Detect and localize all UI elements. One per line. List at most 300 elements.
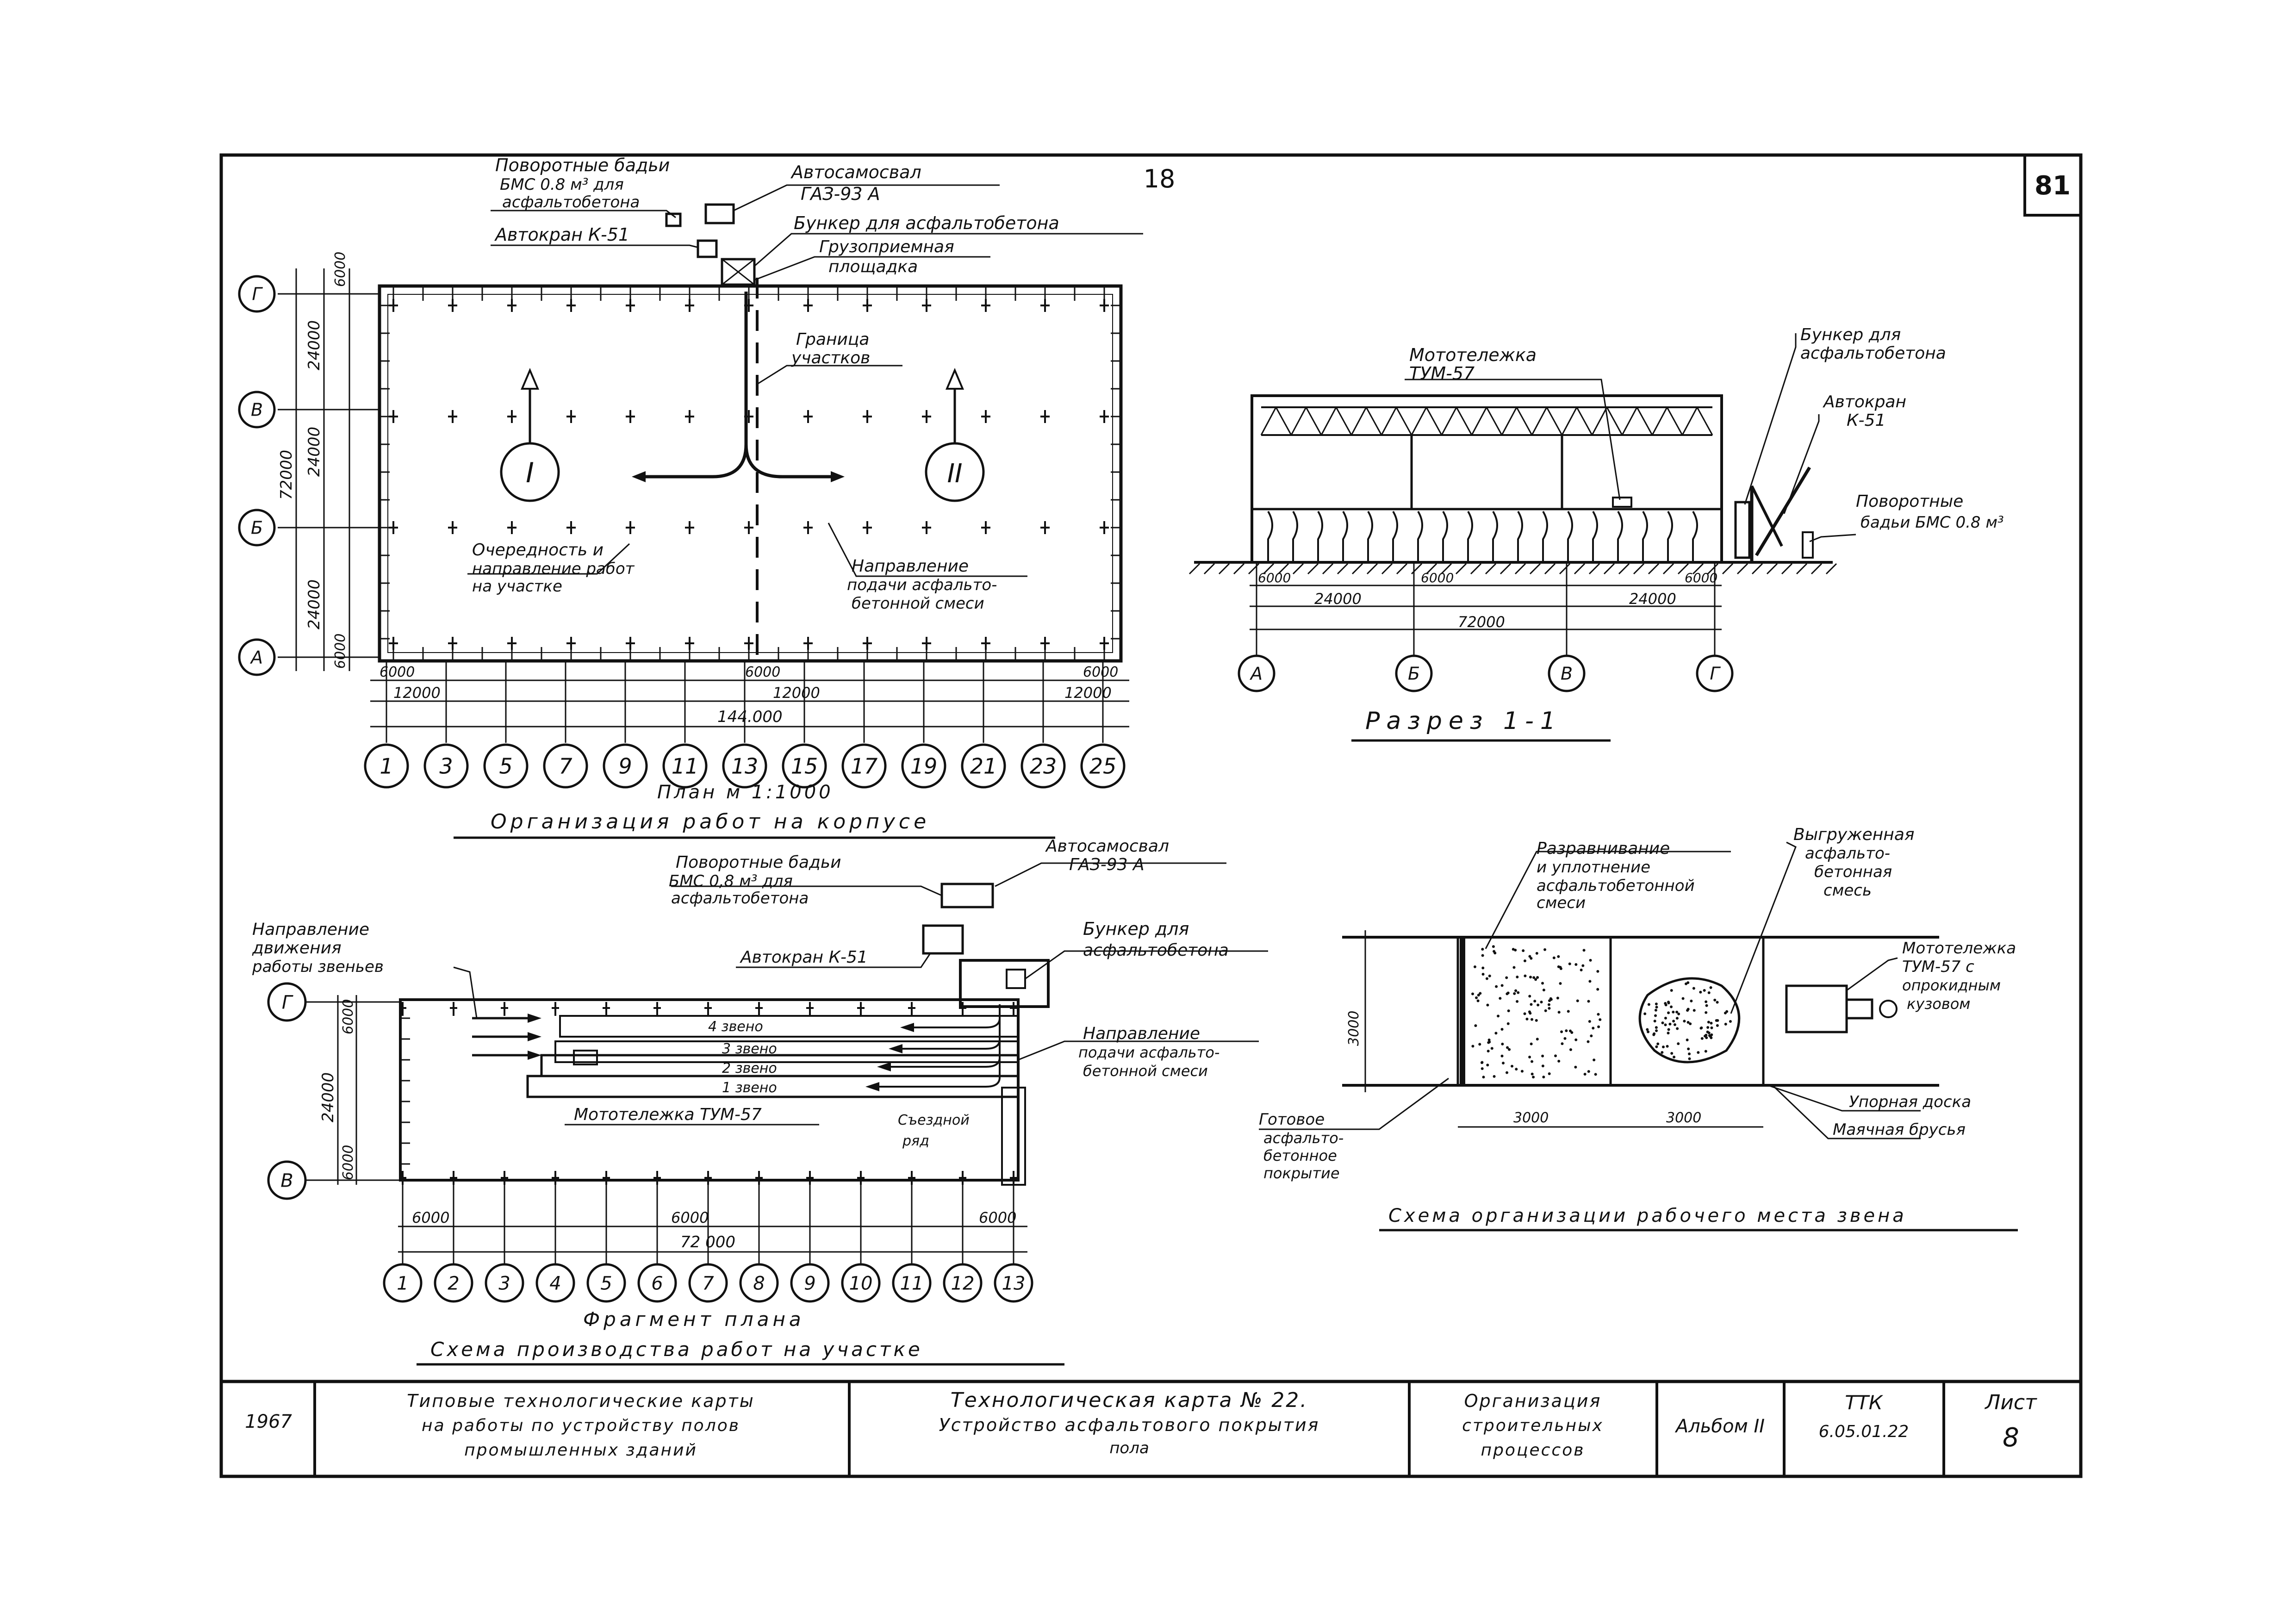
plan-row-axis-2-label: Б — [250, 517, 263, 538]
leader-section-cart — [1405, 380, 1620, 500]
plan-col-axis-5-label: 11 — [671, 753, 699, 779]
workplace-ready-line-4: покрытие — [1263, 1164, 1340, 1182]
title-album: Альбом II — [1675, 1416, 1765, 1437]
plan-col-axis-4-label: 9 — [618, 753, 632, 779]
motocart-icon — [1786, 986, 1847, 1032]
leveling-dot — [1474, 1024, 1477, 1027]
workplace-view — [1259, 825, 2018, 1230]
unload-dot — [1715, 1019, 1718, 1022]
section-post — [1293, 511, 1297, 561]
fragment-dim-total: 72 000 — [680, 1233, 735, 1251]
title-section-1: Организация — [1464, 1391, 1602, 1411]
section-post — [1568, 511, 1572, 561]
title-sheet-label: Лист — [1985, 1391, 2037, 1414]
unload-dot — [1666, 1045, 1669, 1048]
truss-diagonal — [1472, 407, 1487, 435]
ground-hatch-stroke — [1619, 564, 1629, 574]
leveling-dot — [1488, 1039, 1491, 1041]
leveling-dot — [1536, 952, 1538, 955]
leveling-dot — [1548, 1007, 1550, 1010]
leveling-dot — [1501, 984, 1504, 987]
plan-col-axis-2-label: 5 — [499, 753, 513, 779]
plan-caption-1: План м 1:1000 — [657, 782, 834, 803]
ground-hatch-stroke — [1560, 564, 1570, 574]
fragment-col-axis-11-label: 12 — [951, 1273, 975, 1294]
fragment-ramp-line-1: Съездной — [898, 1112, 970, 1128]
section-post — [1468, 511, 1472, 561]
plan-caption-2: Организация работ на корпусе — [491, 810, 930, 834]
fragment-dim-b-1: 6000 — [671, 1209, 709, 1226]
workplace-beacon-label: Маячная брусья — [1833, 1120, 1966, 1139]
leveling-dot — [1574, 1039, 1577, 1041]
leveling-dot — [1534, 978, 1537, 981]
truss-diagonal — [1622, 407, 1637, 435]
leveling-dot — [1477, 994, 1480, 996]
leveling-dot — [1592, 1027, 1594, 1029]
leveling-dot — [1482, 1076, 1485, 1078]
plan-dim-b2-2: 12000 — [1064, 684, 1112, 702]
ground-hatch-stroke — [1782, 564, 1792, 574]
leveling-dot — [1533, 1000, 1536, 1002]
leader-crane — [491, 245, 699, 248]
leveling-dot — [1531, 1060, 1533, 1063]
plan-col-axis-7-label: 15 — [790, 753, 818, 779]
truss-diagonal — [1412, 407, 1426, 435]
plan-dim-total: 144.000 — [717, 708, 783, 726]
leveling-dot — [1569, 1029, 1572, 1032]
unload-dot — [1652, 1033, 1655, 1036]
unload-dot — [1688, 1052, 1691, 1055]
section-dim-1-0: 6000 — [1258, 570, 1291, 585]
unload-dot — [1724, 1023, 1727, 1026]
fragment-rotary-line-1: Поворотные бадьи — [676, 853, 841, 872]
plan-col-axis-0-label: 1 — [380, 753, 393, 779]
unload-dot — [1713, 999, 1716, 1002]
unload-dot — [1662, 1045, 1665, 1048]
section-post — [1418, 511, 1422, 561]
workplace-caption: Схема организации рабочего места звена — [1388, 1205, 1907, 1226]
leveling-dot — [1528, 1056, 1531, 1058]
fragment-feed-line-3: бетонной смеси — [1083, 1062, 1208, 1080]
workplace-ready-line-2: асфальто- — [1263, 1129, 1344, 1147]
fragment-bunker-line-1: Бункер для — [1083, 919, 1189, 939]
unload-dot — [1654, 1020, 1656, 1022]
truss-diagonal — [1637, 407, 1652, 435]
leveling-dot — [1528, 955, 1531, 958]
link-1: 1 звено — [722, 1080, 777, 1096]
leveling-dot — [1481, 1061, 1483, 1064]
workplace-level-line-2: и уплотнение — [1537, 858, 1650, 877]
truss-diagonal — [1592, 407, 1607, 435]
leveling-dot — [1488, 975, 1491, 977]
section-post — [1593, 511, 1597, 561]
ground-hatch-stroke — [1471, 564, 1481, 574]
unload-dot — [1710, 1022, 1712, 1025]
workplace-cart-line-2: ТУМ-57 с — [1902, 958, 1974, 976]
leveling-dot — [1513, 992, 1516, 995]
feed-arrowhead — [865, 1082, 879, 1091]
leveling-dot — [1580, 969, 1583, 971]
leveling-dot — [1537, 1004, 1539, 1007]
leveling-dot — [1524, 1012, 1526, 1015]
workplace-cart-line-4: кузовом — [1907, 995, 1971, 1013]
leveling-dot — [1531, 1073, 1534, 1076]
workplace-board-label: Упорная доска — [1849, 1093, 1972, 1111]
leveling-dot — [1481, 966, 1484, 969]
leveling-dot — [1529, 976, 1532, 978]
ground-hatch-stroke — [1352, 564, 1363, 574]
feed-arrowhead-right — [831, 471, 845, 482]
plan-row-axis-1-label: В — [250, 399, 263, 420]
leveling-dot — [1487, 1050, 1490, 1052]
ground-hatch-stroke — [1530, 564, 1540, 574]
section-post — [1493, 511, 1497, 561]
plan-col-axis-1-label: 3 — [439, 753, 453, 779]
zone-2-label: II — [947, 459, 963, 489]
section-axis-0-label: А — [1251, 663, 1263, 684]
leveling-dot — [1471, 1045, 1474, 1048]
unload-dot — [1687, 1047, 1690, 1050]
ground-hatch-stroke — [1486, 564, 1496, 574]
unload-dot — [1655, 1029, 1658, 1032]
unload-dot — [1688, 1058, 1691, 1060]
truss-diagonal — [1547, 407, 1562, 435]
unload-dot — [1686, 1039, 1689, 1041]
leveling-dot — [1525, 1018, 1528, 1020]
unload-dot — [1689, 1022, 1692, 1025]
title-sheet-no: 8 — [2003, 1423, 2019, 1453]
workplace-unload-line-4: смесь — [1823, 881, 1872, 900]
link-strip-3 — [555, 1041, 1018, 1062]
plan-dim-left-5: 6000 — [332, 633, 348, 669]
leveling-dots — [1471, 945, 1601, 1078]
leveling-dot — [1514, 949, 1517, 952]
unload-dot — [1661, 1051, 1663, 1054]
zone-1-label: I — [526, 457, 534, 489]
fragment-col-axis-5-label: 6 — [651, 1273, 663, 1294]
leveling-dot — [1556, 997, 1559, 1000]
section-view — [1189, 325, 2004, 740]
truss-diagonal — [1396, 407, 1412, 435]
plan-platform-line-2: площадка — [828, 257, 918, 276]
unload-dot — [1708, 991, 1711, 994]
plan-dim-b1-0: 6000 — [380, 664, 415, 680]
unload-dot — [1705, 1004, 1708, 1007]
leveling-dot — [1491, 1047, 1493, 1050]
leveling-dot — [1505, 976, 1508, 979]
unload-dot — [1668, 1023, 1671, 1026]
fragment-bunker-icon — [1007, 970, 1025, 988]
workplace-ready-line-1: Готовое — [1259, 1110, 1325, 1129]
motocart-wheel — [1880, 1001, 1897, 1017]
leveling-dot — [1599, 1018, 1601, 1021]
fragment-feed-line-2: подачи асфальто- — [1078, 1044, 1220, 1061]
leveling-dot — [1553, 957, 1556, 959]
workplace-ready-line-3: бетонное — [1263, 1147, 1337, 1164]
unload-dot — [1692, 987, 1695, 989]
fragment-rotary-line-3: асфальтобетона — [671, 889, 809, 908]
section-post — [1668, 511, 1672, 561]
unload-dot — [1664, 1023, 1667, 1026]
section-dim-total: 72000 — [1458, 613, 1505, 631]
unload-dot — [1646, 1028, 1649, 1031]
leveling-dot — [1528, 1010, 1531, 1013]
fragment-caption-2: Схема производства работ на участке — [430, 1338, 923, 1361]
ground-hatch-stroke — [1338, 564, 1348, 574]
unload-dot — [1693, 1009, 1696, 1012]
link-3: 3 звено — [722, 1041, 777, 1057]
direction-arrowhead — [528, 1032, 541, 1041]
leveling-dot — [1597, 1026, 1600, 1028]
ground-hatch-stroke — [1649, 564, 1659, 574]
plan-inner-outline — [388, 294, 1113, 653]
ground-hatch-stroke — [1723, 564, 1733, 574]
direction-arrowhead — [528, 1051, 541, 1060]
feed-arrowhead-left — [632, 471, 646, 482]
workplace-level-line-4: смеси — [1537, 894, 1586, 912]
fragment-feed-line-1: Направление — [1083, 1024, 1201, 1043]
unload-dot — [1699, 991, 1702, 994]
truss-diagonal — [1321, 407, 1336, 435]
section-post — [1318, 511, 1322, 561]
title-series-1: Типовые технологические карты — [407, 1391, 755, 1411]
unload-dot — [1672, 1011, 1674, 1014]
direction-arrowhead — [528, 1014, 541, 1023]
unload-dot — [1677, 1013, 1680, 1015]
fragment-dump-truck-icon — [942, 884, 993, 907]
unload-dot — [1708, 1032, 1711, 1034]
ground-hatch-stroke — [1811, 564, 1822, 574]
leader-section-crane — [1784, 414, 1819, 514]
ground-hatch-stroke — [1234, 564, 1244, 574]
unload-dot — [1655, 1026, 1658, 1029]
truss-diagonal — [1381, 407, 1396, 435]
truss-diagonal — [1487, 407, 1502, 435]
leveling-dot — [1549, 997, 1552, 1000]
leveling-dot — [1543, 948, 1546, 951]
link-4: 4 звено — [708, 1019, 763, 1035]
unload-dot — [1705, 1011, 1707, 1014]
leveling-dot — [1557, 955, 1560, 958]
leader-section-bunker — [1745, 333, 1796, 504]
fragment-view — [252, 837, 1268, 1364]
section-rotary-line-2: бадьи БМС 0.8 м³ — [1860, 513, 2004, 532]
fragment-direction-line-2: движения — [252, 939, 342, 958]
section-caption: Разрез 1-1 — [1365, 707, 1562, 735]
leveling-dot — [1557, 1060, 1560, 1063]
plan-dim-left-4: 24000 — [305, 579, 324, 629]
leveling-dot — [1494, 1032, 1497, 1034]
feed-arrowhead — [900, 1023, 914, 1032]
section-post — [1443, 511, 1447, 561]
ground-hatch-stroke — [1249, 564, 1259, 574]
leveling-dot — [1596, 988, 1599, 991]
leveling-dot — [1581, 964, 1584, 967]
truss-diagonal — [1502, 407, 1517, 435]
leveling-dot — [1587, 1070, 1590, 1073]
leveling-dot — [1588, 1020, 1591, 1023]
fragment-col-axis-12-label: 13 — [1002, 1273, 1026, 1294]
leveling-dot — [1588, 980, 1591, 983]
section-bunker-line-2: асфальтобетона — [1800, 344, 1946, 363]
leveling-dot — [1560, 1030, 1563, 1033]
leveling-dot — [1590, 1034, 1593, 1037]
leveling-dot — [1560, 967, 1562, 970]
feed-arrow — [889, 1004, 1000, 1067]
unload-dot — [1670, 1052, 1673, 1055]
fragment-bunker-line-2: асфальтобетона — [1083, 941, 1229, 960]
unload-dot — [1648, 1003, 1650, 1006]
plan-feed-line-2: подачи асфальто- — [847, 576, 997, 594]
section-post — [1393, 511, 1397, 561]
truss-diagonal — [1276, 407, 1291, 435]
unload-dot — [1667, 1011, 1670, 1014]
leveling-dot — [1511, 1065, 1513, 1068]
leveling-dot — [1517, 991, 1519, 994]
unload-dot — [1655, 1006, 1658, 1008]
title-block — [221, 1381, 2081, 1476]
section-outline — [1252, 396, 1722, 562]
unload-dot — [1697, 1051, 1699, 1054]
feed-arrow-left — [643, 292, 746, 477]
leveling-dot — [1478, 1043, 1481, 1045]
leveling-dot — [1584, 1073, 1587, 1076]
workplace-level-line-1: Разравнивание — [1537, 839, 1670, 858]
leveling-dot — [1507, 1009, 1510, 1012]
unload-dot — [1670, 1006, 1673, 1008]
section-axis-1-label: Б — [1407, 663, 1420, 684]
section-bunker-line-1: Бункер для — [1800, 325, 1901, 344]
leveling-dot — [1497, 1014, 1500, 1017]
ground-hatch-stroke — [1663, 564, 1674, 574]
unload-dot — [1710, 1033, 1713, 1036]
section-post — [1543, 511, 1547, 561]
leveling-dot — [1501, 1055, 1504, 1058]
cart-section-icon — [1613, 498, 1631, 507]
leveling-dot — [1477, 999, 1480, 1002]
fragment-col-axis-4-label: 5 — [600, 1273, 612, 1294]
leveling-dot — [1541, 982, 1544, 985]
ground-hatch-stroke — [1604, 564, 1614, 574]
feed-arrowhead — [877, 1062, 891, 1071]
ground-hatch-stroke — [1204, 564, 1214, 574]
section-rotary-line-1: Поворотные — [1856, 492, 1964, 511]
zone-1-arrowhead — [522, 370, 538, 389]
title-section-2: строительных — [1462, 1416, 1604, 1435]
plan-feed-line-3: бетонной смеси — [852, 594, 984, 613]
fragment-col-axis-3-label: 4 — [549, 1273, 561, 1294]
plan-order-line-2: направление работ — [472, 560, 635, 578]
section-dim-1-2: 6000 — [1685, 570, 1718, 585]
ground-hatch-stroke — [1293, 564, 1303, 574]
plan-view — [239, 155, 1143, 838]
plan-row-axis-3-label: А — [251, 647, 263, 668]
plan-dim-left-2: 72000 — [277, 449, 296, 500]
fragment-feed-arrows — [865, 1004, 1000, 1091]
leveling-dot — [1532, 1076, 1535, 1078]
leveling-dot — [1540, 1001, 1543, 1003]
fragment-autodump-line-1: Автосамосвал — [1046, 837, 1169, 856]
leader-section-rotary — [1810, 535, 1856, 541]
leveling-dot — [1561, 1042, 1563, 1045]
leveling-dot — [1474, 965, 1476, 968]
feed-arrow-right — [746, 444, 833, 477]
plan-platform-line-1: Грузоприемная — [819, 237, 954, 256]
unload-dot — [1716, 1001, 1719, 1004]
unload-dot — [1664, 1017, 1667, 1020]
leveling-dot — [1574, 1066, 1577, 1069]
leveling-dot — [1501, 1028, 1504, 1031]
leveling-dot — [1594, 1073, 1597, 1076]
ground-hatch-stroke — [1826, 564, 1836, 574]
leveling-dot — [1548, 1003, 1550, 1006]
leveling-dot — [1587, 1000, 1590, 1002]
fragment-col-axis-6-label: 7 — [702, 1273, 714, 1294]
top-number: 18 — [1143, 164, 1176, 193]
truss-diagonal — [1351, 407, 1366, 435]
leveling-dot — [1576, 999, 1579, 1002]
unload-dot — [1674, 1023, 1676, 1026]
title-year: 1967 — [245, 1411, 292, 1432]
ground-hatch-stroke — [1767, 564, 1777, 574]
leveling-dot — [1530, 1003, 1532, 1006]
leveling-dot — [1528, 995, 1531, 998]
zone-2-arrowhead — [947, 370, 963, 389]
unload-dot — [1682, 997, 1685, 1000]
leveling-dot — [1597, 1013, 1599, 1016]
truss-diagonal — [1426, 407, 1442, 435]
crane-icon — [698, 241, 716, 257]
leveling-dot — [1548, 1072, 1551, 1075]
leveling-dot — [1587, 1040, 1589, 1043]
ground-hatch-stroke — [1737, 564, 1748, 574]
ground-hatch-stroke — [1367, 564, 1377, 574]
motocart-cabin — [1847, 1000, 1872, 1018]
leveling-dot — [1522, 949, 1524, 952]
leveling-dot — [1502, 1062, 1505, 1064]
leveling-dot — [1544, 1009, 1547, 1012]
plan-col-axis-9-label: 19 — [910, 753, 938, 779]
section-axis-2-label: В — [1560, 663, 1573, 684]
leveling-dot — [1471, 993, 1474, 996]
fragment-direction-arrows — [472, 1014, 541, 1060]
ground-hatch-stroke — [1323, 564, 1333, 574]
truss-diagonal — [1456, 407, 1472, 435]
unload-dot — [1701, 1037, 1704, 1040]
leveling-dot — [1514, 989, 1517, 992]
workplace-dim-b-1: 3000 — [1666, 1110, 1702, 1126]
plan-bunker-label: Бункер для асфальтобетона — [794, 213, 1059, 233]
leveling-dot — [1593, 1058, 1595, 1061]
workplace-unload-line-1: Выгруженная — [1793, 825, 1915, 844]
unload-dot — [1724, 1012, 1727, 1014]
workplace-unload-line-3: бетонная — [1814, 863, 1892, 881]
rotary-bucket-section — [1803, 532, 1813, 558]
fragment-dim-left-0: 6000 — [340, 999, 356, 1034]
unload-dot — [1700, 1027, 1703, 1029]
plan-dim-b2-1: 12000 — [773, 684, 820, 702]
link-2: 2 звено — [722, 1060, 777, 1076]
fragment-col-axis-7-label: 8 — [753, 1273, 765, 1294]
plan-col-axis-10-label: 21 — [970, 753, 997, 779]
fragment-crane-label: Автокран К-51 — [740, 948, 868, 967]
plan-autodump-line-2: ГАЗ-93 А — [801, 184, 880, 204]
fragment-autodump-line-2: ГАЗ-93 А — [1069, 855, 1145, 874]
leveling-dot — [1536, 1038, 1539, 1040]
title-card-1: Технологическая карта № 22. — [950, 1388, 1308, 1412]
plan-columns — [380, 287, 1120, 660]
ground-hatch-stroke — [1589, 564, 1599, 574]
